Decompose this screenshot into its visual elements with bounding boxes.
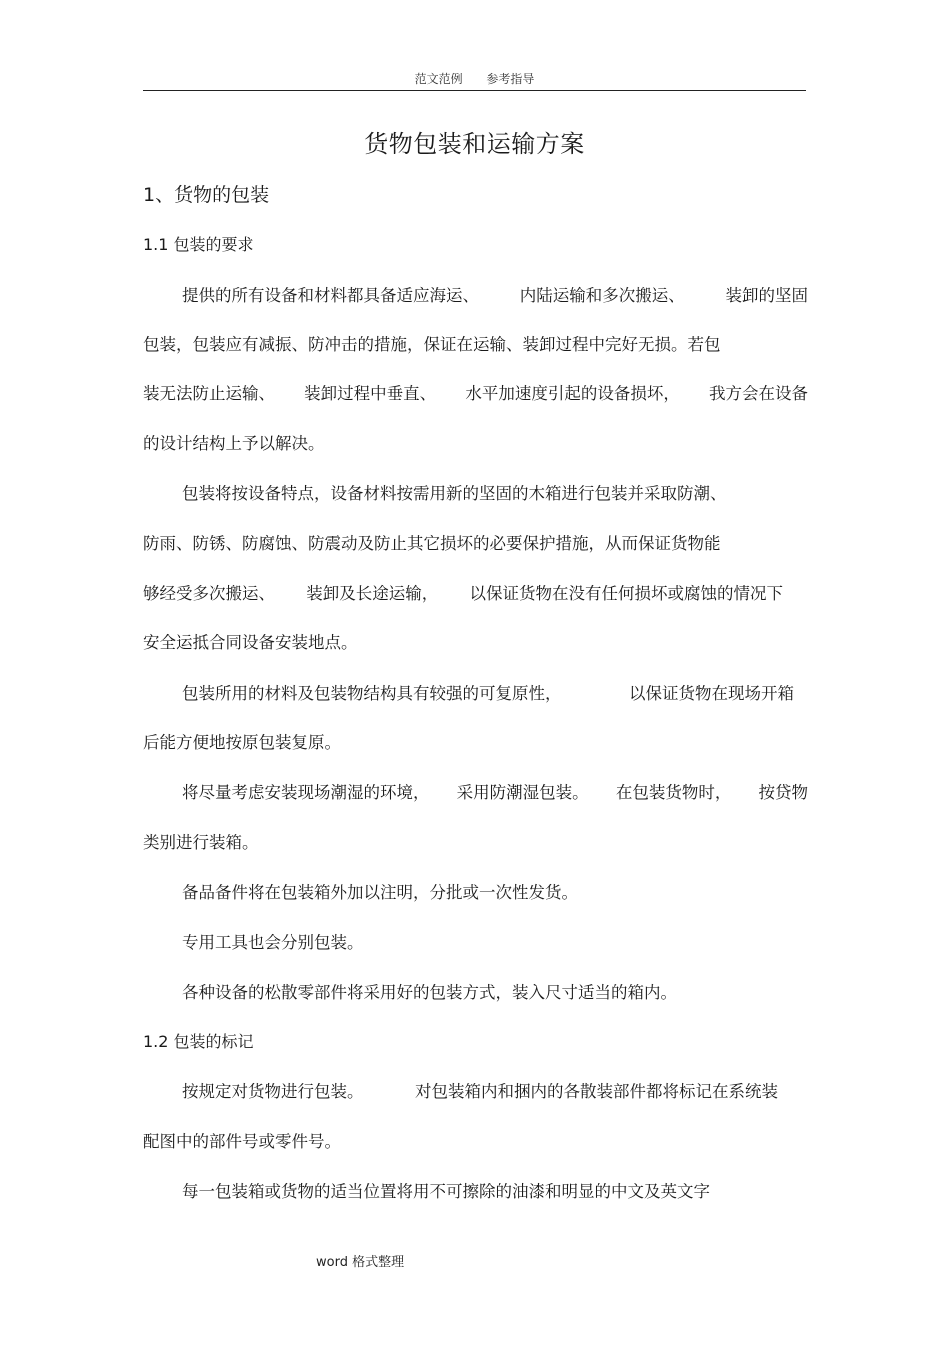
paragraph-5: 备品备件将在包装箱外加以注明，分批或一次性发货。 (182, 883, 578, 902)
text-segment: 对包装箱内和捆内的各散装部件都将标记在系统装 (415, 1082, 778, 1101)
page-header (143, 70, 806, 87)
paragraph-9: 每一包装箱或货物的适当位置将用不可擦除的油漆和明显的中文及英文字 (182, 1182, 710, 1201)
header-divider (143, 90, 806, 91)
text-segment: 装卸过程中垂直、 (304, 384, 437, 403)
text-segment: 提供的所有设备和材料都具备适应海运、 (182, 286, 479, 305)
header-left-text: 范文范例 (414, 72, 463, 86)
paragraph-2-line-2: 防雨、防锈、防腐蚀、防震动及防止其它损坏的必要保护措施，从而保证货物能 (143, 534, 721, 553)
subsection-heading-1-1: 1.1 包装的要求 (143, 235, 254, 254)
paragraph-1-line-3 (143, 380, 808, 404)
text-segment: 将尽量考虑安装现场潮湿的环境， (182, 783, 430, 802)
paragraph-8-line-1 (182, 1078, 778, 1102)
paragraph-1-line-2: 包装，包装应有减振、防冲击的措施，保证在运输、装卸过程中完好无损。若包 (143, 335, 721, 354)
page-footer: word 格式整理 (316, 1255, 405, 1270)
text-segment: 在包装货物时， (615, 783, 732, 802)
paragraph-3-line-1 (182, 680, 794, 704)
paragraph-2-line-4: 安全运抵合同设备安装地点。 (143, 633, 358, 652)
paragraph-7: 各种设备的松散零部件将采用好的包装方式，装入尺寸适当的箱内。 (182, 983, 677, 1002)
paragraph-1-line-4: 的设计结构上予以解决。 (143, 434, 325, 453)
paragraph-3-line-2: 后能方便地按原包装复原。 (143, 733, 341, 752)
paragraph-2-line-1: 包装将按设备特点，设备材料按需用新的坚固的木箱进行包装并采取防潮、 (182, 484, 727, 503)
text-segment: 按规定对货物进行包装。 (182, 1082, 364, 1101)
paragraph-2-line-3 (143, 580, 783, 604)
subsection-heading-1-2: 1.2 包装的标记 (143, 1032, 254, 1051)
text-segment: 水平加速度引起的设备损坏， (465, 384, 680, 403)
document-title: 货物包装和运输方案 (364, 130, 585, 158)
paragraph-8-line-2: 配图中的部件号或零件号。 (143, 1132, 341, 1151)
text-segment: 采用防潮湿包装。 (456, 783, 589, 802)
paragraph-6: 专用工具也会分别包装。 (182, 933, 364, 952)
section-heading-1: 1、货物的包装 (143, 184, 270, 206)
text-segment: 包装所用的材料及包装物结构具有较强的可复原性， (182, 684, 562, 703)
header-right-text: 参考指导 (486, 72, 535, 86)
text-segment: 我方会在设备 (708, 384, 808, 403)
paragraph-1-line-1 (182, 282, 808, 306)
text-segment: 以保证货物在没有任何损坏或腐蚀的情况下 (469, 584, 783, 603)
text-segment: 装无法防止运输、 (143, 384, 275, 403)
text-segment: 按贷物 (758, 783, 808, 802)
paragraph-4-line-1 (182, 779, 808, 803)
text-segment: 装卸的坚固 (725, 286, 808, 305)
text-segment: 以保证货物在现场开箱 (629, 684, 794, 703)
paragraph-4-line-2: 类别进行装箱。 (143, 833, 259, 852)
text-segment: 装卸及长途运输， (306, 584, 439, 603)
text-segment: 够经受多次搬运、 (143, 584, 275, 603)
text-segment: 内陆运输和多次搬运、 (519, 286, 685, 305)
